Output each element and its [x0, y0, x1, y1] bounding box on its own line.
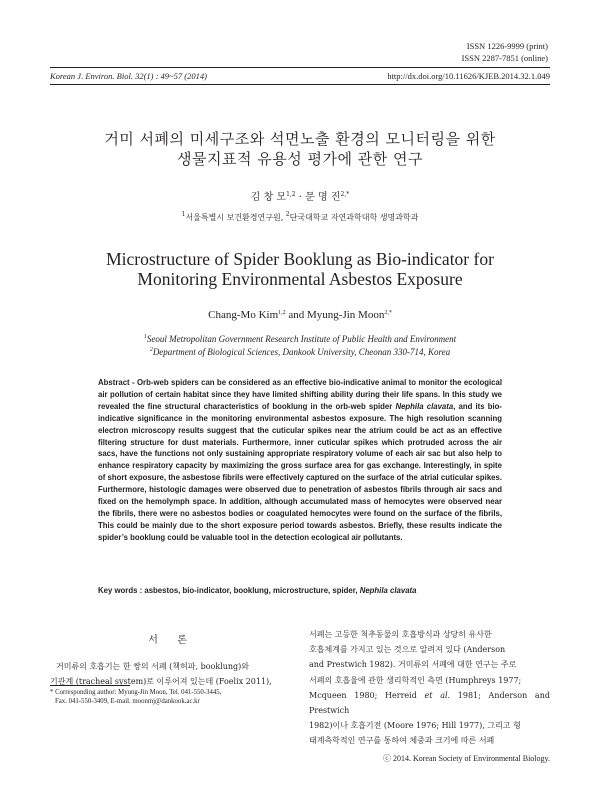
- corresponding-author-footnote: * Corresponding author: Myung-Jin Moon, Tel. 041-550-3445, Fax. 041-550-3409, E-mail. moonmj@dankook.ac.kr: [50, 689, 222, 705]
- issn-print: ISSN 1226-9999 (print): [466, 41, 548, 51]
- english-title-line2: Monitoring Environmental Asbestos Exposure: [137, 269, 463, 289]
- korean-title-line2: 생물지표적 유용성 평가에 관한 연구: [177, 150, 423, 168]
- issn-block: [462, 40, 548, 64]
- korean-author2: 문 명 진: [305, 192, 341, 203]
- english-authors: Chang-Mo Kim$^{1,2}$ and Myung-Jin Moon$^{2,*}$: [208, 309, 392, 321]
- english-affil2: $^2$Department of Biological Sciences, Dankook University, Cheonan 330-714, Korea: [149, 346, 451, 357]
- korean-title-line1: 거미 서폐의 미세구조와 석면노출 환경의 모니터링을 위한: [104, 130, 496, 148]
- journal-citation: Korean J. Environ. Biol. 32(1) : 49~57 (2014): [50, 71, 207, 81]
- footnote-rule: [50, 685, 130, 686]
- abstract-lead: Abstract: [98, 378, 130, 387]
- abstract: Abstract - Orb-web spiders can be considered as an effective bio-indicative animal to monitor the ecological air pollution of certain habitat since they have limited shifting ability during their life spans. In this study we revealed the fine structural characteristics of booklung in the orb-web spider Nephila clavata, and its bio-indicative significance in the monitoring environmental asbestos exposure. The high resolution scanning electron microscopy results suggest that the cuticular spikes near the atrium could be act as an effective filtering structure for dust materials. Furthermore, inner cuticular spikes which protruded across the air sacs, have the functions not only sustaining appropriate respiratory volume of each air sac but also help to enhance respiratory capacity by maximizing the gross surface area for gas exchange. Interestingly, in spite of short exposure, the asbestose fibrils were effectively captured on the surface of the atrial cuticular spikes. Furthermore, histologic damages were observed due to penetration of asbestos fibrils through air sacs and fixed on the hemolymph space. In addition, although accumulated mass of hemocytes were observed near the fibrils, there were no asbestos bodies or coagulated hemocytes were found on the surface of the fibrils, This could be mainly due to the short exposure period towards asbestos. Briefly, these results indicate the spider’s booklung could be valuable tool in the detection ecological air pollutants.: [98, 378, 502, 542]
- english-affiliations: [0, 333, 600, 358]
- english-author1: Chang-Mo Kim: [208, 309, 279, 321]
- korean-title: [40, 129, 560, 169]
- section-heading-intro: 서 론: [148, 635, 195, 646]
- doi-link[interactable]: http://dx.doi.org/10.11626/KJEB.2014.32.1.049: [387, 71, 550, 81]
- issn-online: ISSN 2287-7851 (online): [461, 53, 548, 63]
- korean-affiliations: $^1$서울특별시 보건환경연구원, $^2$단국대학교 자연과학대학 생명과학과: [181, 211, 419, 222]
- intro-left-line1: 거미류의 호흡기는 한 쌍의 서폐 (책허파, booklung)와: [56, 662, 250, 671]
- header-rule-bottom: [50, 84, 550, 85]
- header-rule-top: [50, 67, 550, 68]
- intro-left-line2: 기관계 (tracheal system)로 이루어져 있는데 (Foelix 2011),: [50, 677, 272, 687]
- korean-authors: 김 창 모$^{1,2}$ · 문 명 진$^{2,*}$: [250, 191, 350, 203]
- copyright: ⓒ 2014. Korean Society of Environmental Biology.: [382, 754, 550, 763]
- english-affil1: $^1$Seoul Metropolitan Government Research Institute of Public Health and Environment: [143, 334, 457, 344]
- journal-line: [50, 71, 550, 81]
- abstract-species: Nephila clavata: [395, 401, 454, 411]
- korean-author1: 김 창 모: [250, 192, 287, 203]
- keywords-label: Key words :: [98, 586, 145, 595]
- english-title: [40, 249, 560, 289]
- english-title-line1: Microstructure of Spider Booklung as Bio-indicator for: [106, 249, 494, 269]
- intro-right-column: 서폐는 고등한 척추동물의 호흡방식과 상당히 유사한 호흡체계를 가지고 있는 것으로 알려져 있다 (Anderson and Prestwich 1982). 거미류의 서폐에 대한 연구는 주로 서폐의 호흡율에 관한 생리학적인 측면 (Humphreys 1977; Mcqueen 1980; Herreid et al. 1981; Anderson and Prestwich 1982)이나 호흡기전 (Moore 1976; Hill 1977), 그리고 형 태계측학적인 연구를 통하여 체중과 크기에 따른 서폐: [309, 630, 550, 746]
- keywords: Key words : asbestos, bio-indicator, booklung, microstructure, spider, Nephila clavata: [98, 586, 417, 595]
- english-author2: Myung-Jin Moon: [307, 309, 385, 321]
